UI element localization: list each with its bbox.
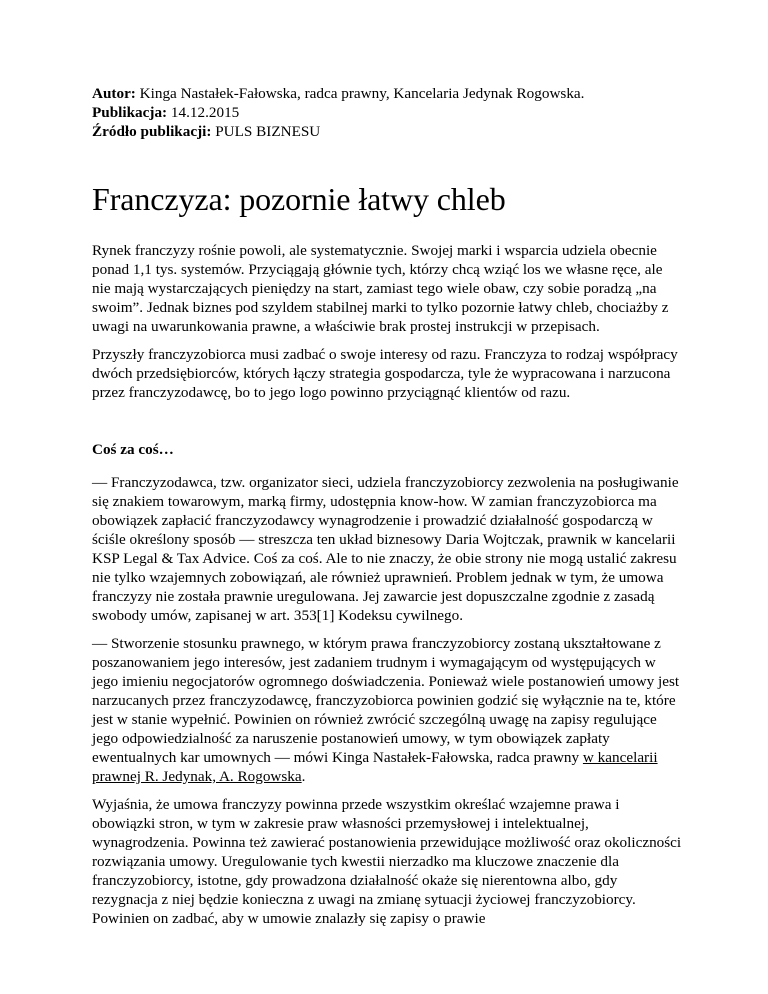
section-heading: Coś za coś… [92, 441, 174, 458]
law-firm-link[interactable]: w kancelarii prawnej R. Jedynak, A. Rogowska [92, 749, 658, 785]
author-value: Kinga Nastałek-Fałowska, radca prawny, Kancelaria Jedynak Rogowska. [135, 85, 585, 102]
source-line [92, 122, 684, 141]
author-line [92, 84, 684, 103]
article-metadata [92, 84, 684, 141]
publication-line [92, 103, 684, 122]
paragraph-legal-relationship [92, 634, 684, 786]
author-label: Autor: [92, 85, 136, 102]
document-page [92, 84, 684, 937]
paragraph-legal-relationship-text: — Stworzenie stosunku prawnego, w którym prawa franczyzobiorcy zostaną ukształtowane z poszanowaniem jego interesów, jest zadaniem trudnym i wymagającym od występujących w jego imieniu negocjatorów ogromnego doświadczenia. Ponieważ wiele postanowień umowy jest narzucanych przez franczyzodawcę, franczyzobiorca powinien godzić się wyłącznie na te, które jest w stanie wypełnić. Powinien on również zwrócić szczególną uwagę na zapisy regulujące jego odpowiedzialność za naruszenie postanowień umowy, w tym obowiązek zapłaty ewentualnych kar umownych — mówi Kinga Nastałek-Fałowska, radca prawny [92, 635, 680, 766]
publication-label: Publikacja: [92, 104, 168, 121]
paragraph-future-franchisee: Przyszły franczyzobiorca musi zadbać o swoje interesy od razu. Franczyza to rodzaj współpracy dwóch przedsiębiorców, których łączy strategia gospodarcza, tyle że wypracowana i narzucona przez franczyzodawcę, bo to jego logo powinno przyciągnąć klientów od razu. [92, 346, 678, 401]
article-title: Franczyza: pozornie łatwy chleb [92, 181, 506, 217]
paragraph-contract-obligations: Wyjaśnia, że umowa franczyzy powinna przede wszystkim określać wzajemne prawa i obowiązki stron, w tym w zakresie praw własności przemysłowej i intelektualnej, wynagrodzenia. Powinna też zawierać postanowienia przewidujące możliwość oraz okoliczności rozwiązania umowy. Uregulowanie tych kwestii nierzadko ma kluczowe znaczenie dla franczyzobiorcy, istotne, gdy prowadzona działalność okaże się nierentowna albo, gdy rezygnacja z niej będzie konieczna z uwagi na zmianę sytuacji życiowej franczyzobiorcy. Powinien on zadbać, aby w umowie znalazły się zapisy o prawie [92, 796, 682, 927]
source-value: PULS BIZNESU [211, 123, 321, 140]
source-label: Źródło publikacji: [92, 123, 212, 140]
publication-value: 14.12.2015 [167, 104, 240, 121]
paragraph-franchisor-quote: — Franczyzodawca, tzw. organizator sieci, udziela franczyzobiorcy zezwolenia na posługiwanie się znakiem towarowym, marką firmy, udostępnia know-how. W zamian franczyzobiorca ma obowiązek zapłacić franczyzodawcy wynagrodzenie i prowadzić działalność gospodarczą w ściśle określony sposób — streszcza ten układ biznesowy Daria Wojtczak, prawnik w kancelarii KSP Legal & Tax Advice. Coś za coś. Ale to nie znaczy, że obie strony nie mogą ustalić zakresu nie tylko wzajemnych zobowiązań, ale również uprawnień. Problem jednak w tym, że umowa franczyzy nie została prawnie uregulowana. Jej zawarcie jest dopuszczalne zgodnie z zasadą swobody umów, zapisanej w art. 353[1] Kodeksu cywilnego. [92, 474, 679, 624]
paragraph-legal-relationship-end: . [301, 768, 306, 785]
paragraph-intro: Rynek franczyzy rośnie powoli, ale systematycznie. Swojej marki i wsparcia udziela obecnie ponad 1,1 tys. systemów. Przyciągają głównie tych, którzy chcą wziąć los we własne ręce, ale nie mają wystarczających pieniędzy na start, zamiast tego wiele obaw, czy sobie poradzą „na swoim”. Jednak biznes pod szyldem stabilnej marki to tylko pozornie łatwy chleb, chociażby z uwagi na uwarunkowania prawne, a właściwie brak prostej instrukcji w przepisach. [92, 242, 669, 335]
